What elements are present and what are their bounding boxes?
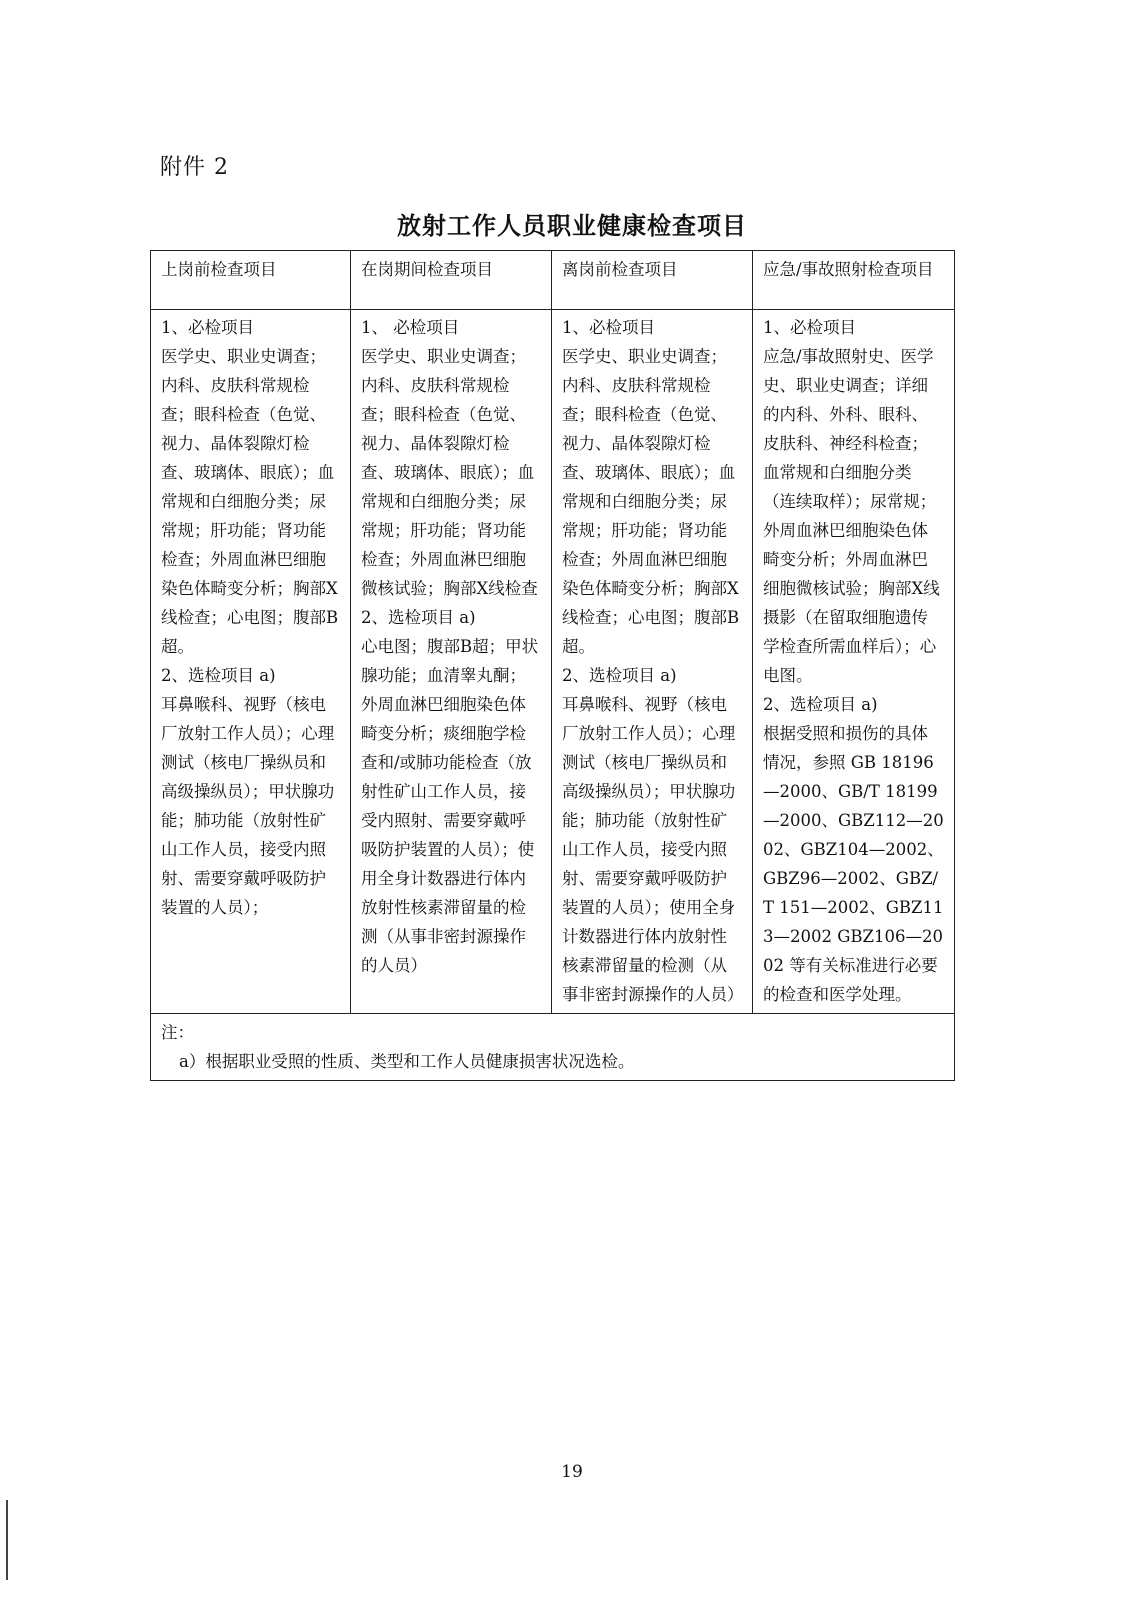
cell-emergency-exposure — [753, 310, 955, 1014]
header-pre-employment: 上岗前检查项目 — [151, 251, 351, 310]
optional-heading: 2、选检项目 a) — [361, 608, 476, 627]
note-label: 注： — [161, 1023, 194, 1042]
required-text: 医学史、职业史调查；内科、皮肤科常规检查；眼科检查（色觉、视力、晶体裂隙灯检查、玻璃体、眼底）；血常规和白细胞分类；尿常规；肝功能；肾功能检查；外周血淋巴细胞染色体畸变分析；胸部X线检查；心电图；腹部B超。 — [161, 347, 339, 656]
document-title: 放射工作人员职业健康检查项目 — [397, 211, 747, 240]
exam-items-table — [150, 250, 955, 1081]
attachment-label: 附件 2 — [160, 155, 229, 180]
scan-margin-mark — [6, 1500, 8, 1580]
cell-during-employment — [351, 310, 552, 1014]
required-heading: 1、 必检项目 — [361, 318, 460, 337]
required-text: 医学史、职业史调查；内科、皮肤科常规检查；眼科检查（色觉、视力、晶体裂隙灯检查、玻璃体、眼底）；血常规和白细胞分类；尿常规；肝功能；肾功能检查；外周血淋巴细胞微核试验；胸部X线检查 — [361, 347, 538, 598]
required-heading: 1、必检项目 — [161, 318, 254, 337]
optional-heading: 2、选检项目 a) — [562, 666, 677, 685]
page-number: 19 — [561, 1462, 583, 1482]
required-heading: 1、必检项目 — [763, 318, 856, 337]
table-note-row — [151, 1014, 955, 1081]
optional-text: 心电图；腹部B超；甲状腺功能；血清睾丸酮；外周血淋巴细胞染色体畸变分析；痰细胞学检查和/或肺功能检查（放射性矿山工作人员，接受内照射、需要穿戴呼吸防护装置的人员）；使用全身计数器进行体内放射性核素滞留量的检测（从事非密封源操作的人员） — [361, 637, 539, 975]
optional-heading: 2、选检项目 a) — [161, 666, 276, 685]
optional-heading: 2、选检项目 a) — [763, 695, 878, 714]
optional-text: 耳鼻喉科、视野（核电厂放射工作人员）；心理测试（核电厂操纵员和高级操纵员）；甲状腺功能；肺功能（放射性矿山工作人员，接受内照射、需要穿戴呼吸防护装置的人员）；使用全身计数器进行体内放射性核素滞留量的检测（从事非密封源操作的人员） — [562, 695, 744, 1004]
header-pre-departure: 离岗前检查项目 — [552, 251, 753, 310]
header-emergency-exposure: 应急/事故照射检查项目 — [753, 251, 955, 310]
table-header-row — [151, 251, 955, 310]
note-text: a）根据职业受照的性质、类型和工作人员健康损害状况选检。 — [179, 1052, 635, 1071]
table-body-row — [151, 310, 955, 1014]
header-during-employment: 在岗期间检查项目 — [351, 251, 552, 310]
required-text: 应急/事故照射史、医学史、职业史调查；详细的内科、外科、眼科、皮肤科、神经科检查；血常规和白细胞分类（连续取样）；尿常规；外周血淋巴细胞染色体畸变分析；外周血淋巴细胞微核试验；胸部X线摄影（在留取细胞遗传学检查所需血样后）；心电图。 — [763, 347, 940, 685]
optional-text: 耳鼻喉科、视野（核电厂放射工作人员）；心理测试（核电厂操纵员和高级操纵员）；甲状腺功能；肺功能（放射性矿山工作人员，接受内照射、需要穿戴呼吸防护装置的人员）； — [161, 695, 335, 917]
optional-text: 根据受照和损伤的具体情况，参照 GB 18196—2000、GB/T 18199—2000、GBZ112—2002、GBZ104—2002、GBZ96—2002、GBZ/T 151—2002、GBZ113—2002 GBZ106—2002 等有关标准进行必要的检查和医学处理。 — [763, 724, 944, 1004]
cell-pre-employment — [151, 310, 351, 1014]
note-cell — [151, 1014, 955, 1081]
cell-pre-departure — [552, 310, 753, 1014]
required-text: 医学史、职业史调查；内科、皮肤科常规检查；眼科检查（色觉、视力、晶体裂隙灯检查、玻璃体、眼底）；血常规和白细胞分类；尿常规；肝功能；肾功能检查；外周血淋巴细胞染色体畸变分析；胸部X线检查；心电图；腹部B超。 — [562, 347, 740, 656]
required-heading: 1、必检项目 — [562, 318, 655, 337]
